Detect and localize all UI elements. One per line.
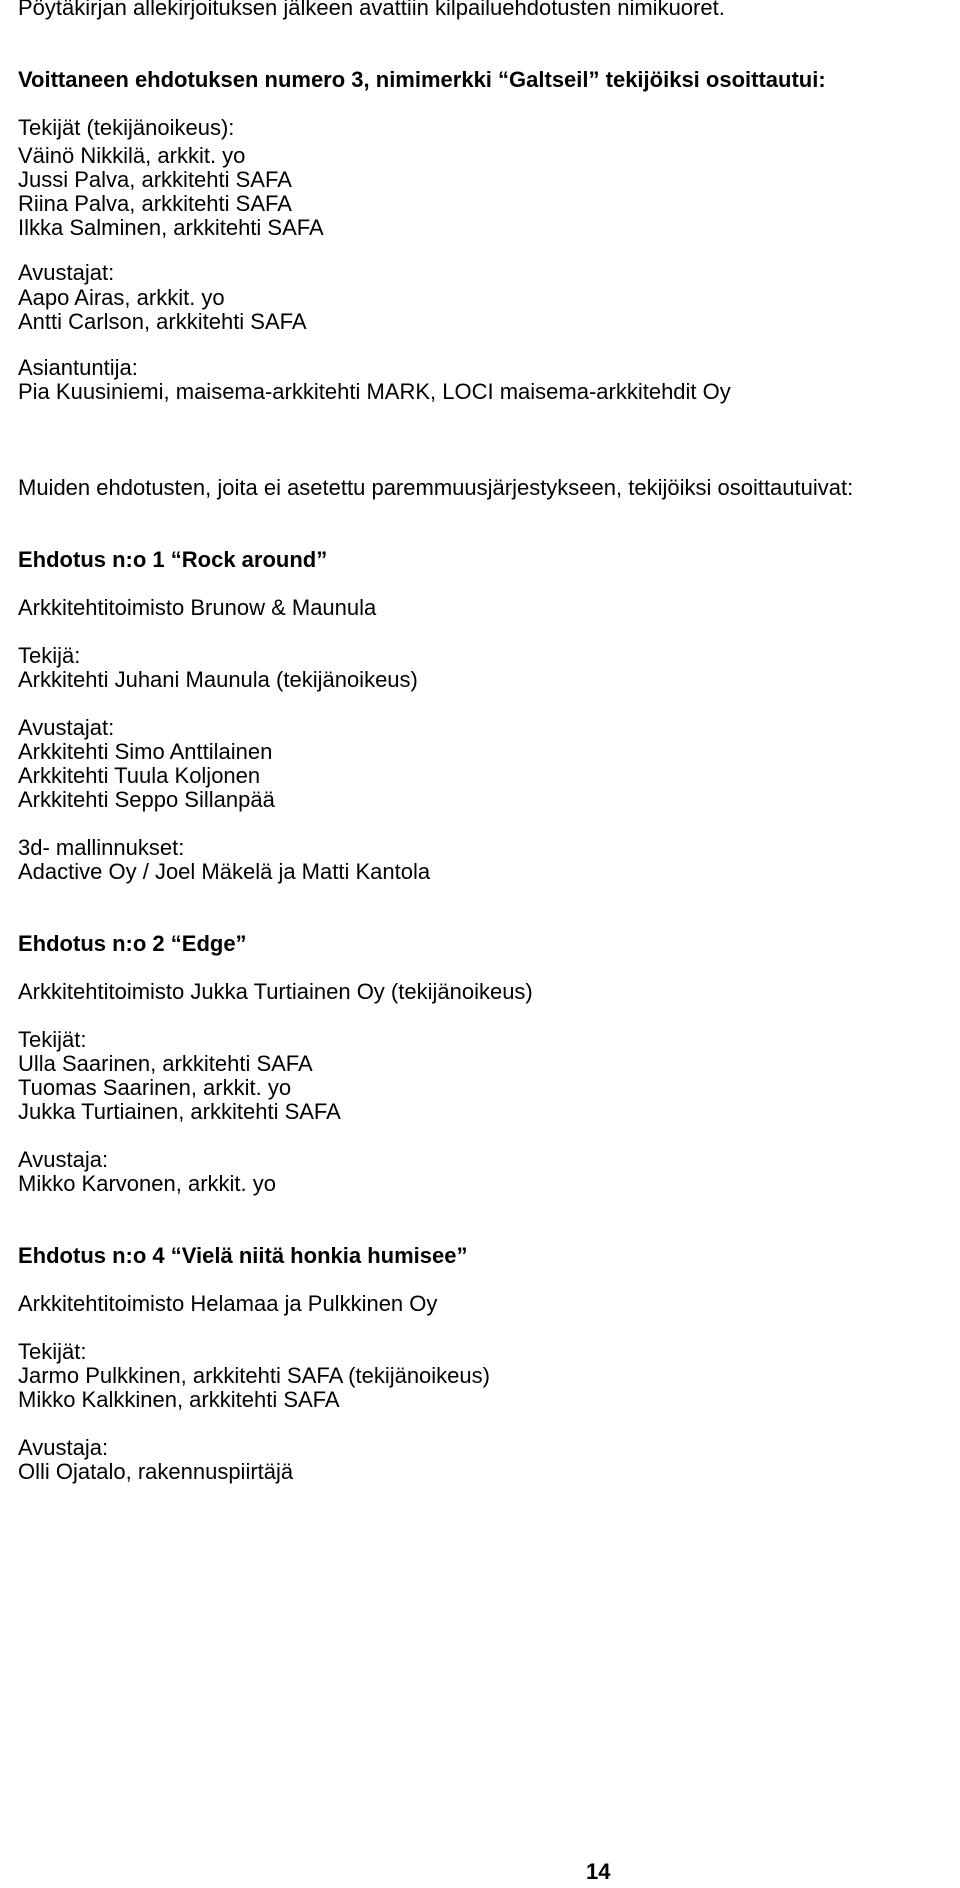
- winner-author: Riina Palva, arkkitehti SAFA: [18, 191, 292, 216]
- winner-assistants-label: Avustajat:: [18, 260, 115, 285]
- proposal1-assistant: Arkkitehti Simo Anttilainen: [18, 739, 273, 764]
- others-heading: Muiden ehdotusten, joita ei asetettu paremmuusjärjestykseen, tekijöiksi osoittautuivat:: [18, 475, 854, 500]
- proposal4-assistant: Olli Ojatalo, rakennuspiirtäjä: [18, 1459, 294, 1484]
- winner-expert-label: Asiantuntija:: [18, 355, 138, 380]
- winner-author: Ilkka Salminen, arkkitehti SAFA: [18, 215, 324, 240]
- proposal1-models-label: 3d- mallinnukset:: [18, 835, 185, 860]
- proposal2-assistant-label: Avustaja:: [18, 1147, 109, 1172]
- winner-expert: Pia Kuusiniemi, maisema-arkkitehti MARK, LOCI maisema-arkkitehdit Oy: [18, 379, 731, 404]
- proposal1-assistant: Arkkitehti Tuula Koljonen: [18, 763, 261, 788]
- proposal1-models: Adactive Oy / Joel Mäkelä ja Matti Kantola: [18, 859, 431, 884]
- proposal1-heading: Ehdotus n:o 1 “Rock around”: [18, 547, 328, 572]
- proposal4-authors-label: Tekijät:: [18, 1339, 87, 1364]
- proposal2-heading: Ehdotus n:o 2 “Edge”: [18, 931, 247, 956]
- proposal1-assistants-label: Avustajat:: [18, 715, 115, 740]
- proposal2-authors-label: Tekijät:: [18, 1027, 87, 1052]
- proposal4-author: Mikko Kalkkinen, arkkitehti SAFA: [18, 1387, 340, 1412]
- proposal2-office: Arkkitehtitoimisto Jukka Turtiainen Oy (tekijänoikeus): [18, 979, 533, 1004]
- winner-authors-label: Tekijät (tekijänoikeus):: [18, 115, 235, 140]
- winner-assistant: Antti Carlson, arkkitehti SAFA: [18, 309, 307, 334]
- proposal2-author: Tuomas Saarinen, arkkit. yo: [18, 1075, 292, 1100]
- proposal4-heading: Ehdotus n:o 4 “Vielä niitä honkia humisee”: [18, 1243, 468, 1268]
- proposal1-author-label: Tekijä:: [18, 643, 81, 668]
- proposal4-assistant-label: Avustaja:: [18, 1435, 109, 1460]
- winner-author: Väinö Nikkilä, arkkit. yo: [18, 143, 246, 168]
- winner-heading: Voittaneen ehdotuksen numero 3, nimimerkki “Galtseil” tekijöiksi osoittautui:: [18, 67, 826, 92]
- proposal1-office: Arkkitehtitoimisto Brunow & Maunula: [18, 595, 377, 620]
- winner-author: Jussi Palva, arkkitehti SAFA: [18, 167, 292, 192]
- intro-text: Pöytäkirjan allekirjoituksen jälkeen avattiin kilpailuehdotusten nimikuoret.: [18, 0, 725, 20]
- proposal4-office: Arkkitehtitoimisto Helamaa ja Pulkkinen Oy: [18, 1291, 438, 1316]
- proposal1-assistant: Arkkitehti Seppo Sillanpää: [18, 787, 275, 812]
- proposal2-assistant: Mikko Karvonen, arkkit. yo: [18, 1171, 276, 1196]
- proposal1-author: Arkkitehti Juhani Maunula (tekijänoikeus): [18, 667, 418, 692]
- winner-assistant: Aapo Airas, arkkit. yo: [18, 285, 225, 310]
- page-number: 14: [586, 1859, 611, 1884]
- proposal2-author: Ulla Saarinen, arkkitehti SAFA: [18, 1051, 313, 1076]
- proposal4-author: Jarmo Pulkkinen, arkkitehti SAFA (tekijänoikeus): [18, 1363, 490, 1388]
- proposal2-author: Jukka Turtiainen, arkkitehti SAFA: [18, 1099, 341, 1124]
